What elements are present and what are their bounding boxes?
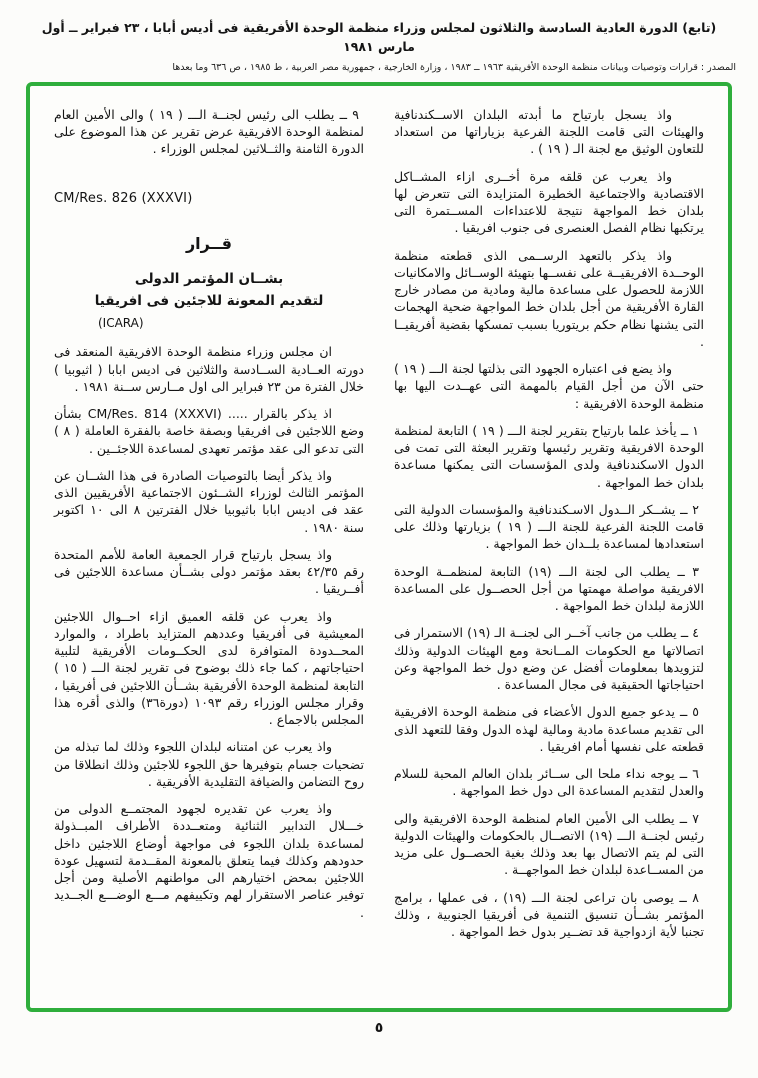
preamble-paragraph: اذ يذكر بالقرار ..... CM/Res. 814 (XXXVI) بشأن وضع اللاجئين فى افريقيا وبصفة خاصة بالفقرة العاملة ( ٨ ) التى تدعو الى عقد مؤتمر تعهدى لمساعدة اللاجئــين . bbox=[54, 406, 364, 456]
operative-clause-7: ٧ ــ يطلب الى الأمين العام لمنظمة الوحدة الافريقية والى رئيس لجنــة الـــ (١٩) الاتصــال بالحكومات والهيئات الدولية التى لم يتم الاتصال بها بعد وذلك بغية الحصــول على مزيد من المســاعدة لبلدان خط المواجهــة . bbox=[394, 810, 704, 878]
preamble-paragraph: ان مجلس وزراء منظمة الوحدة الافريقية المنعقد فى دورته العــادية الســادسة والثلاثين فى اديس ابابا ( اثيوبيا ) خلال الفترة من ٢٣ فبراير الى اول مــارس ســنة ١٩٨١ . bbox=[54, 344, 364, 394]
operative-clause-1: ١ ــ يأخذ علما بارتياح بتقرير لجنة الـــ ( ١٩ ) التابعة لمنظمة الوحدة الافريقية وتقرير رئيسها وتقرير البعثة التى تمت فى الدول الاسكندنافية ولدى المؤسسات التى يمكنها مساعدة بلدان خط المواجهة . bbox=[394, 422, 704, 490]
operative-clause-8: ٨ ــ يوصى بان تراعى لجنة الـــ (١٩) ، فى عملها ، برامج المؤتمر بشــأن تنسيق التنمية فى أفريقيا الجنوبية ، وذلك تجنبا لأية ازدواجية قد تضــير بدول خط المواجهة . bbox=[394, 889, 704, 939]
document-header bbox=[10, 14, 748, 73]
preamble-paragraph: واذ يسجل بارتياح ما أبدته البلدان الاســكندنافية والهيئات التى قامت اللجنة الفرعية بزياراتها من استعداد للتعاون الوثيق مع لجنة الـ ( ١٩ ) . bbox=[394, 106, 704, 157]
preamble-paragraph: واذ يضع فى اعتباره الجهود التى بذلتها لجنة الـــ ( ١٩ ) حتى الآن من أجل القيام بالمهمة التى عهــدت اليها بها منظمة الوحدة الافريقية : bbox=[394, 361, 704, 411]
preamble-paragraph: واذ يعرب عن قلقه العميق ازاء احــوال اللاجئين المعيشية فى أفريقيا وعددهم المتزايد باطراد ، والموارد المحــدودة المتوافرة لدى الحكــومات الأفريقية لتلبية احتياجاتهم ، كما جاء ذلك بوضوح فى تقرير لجنة الـــ ( ١٥ ) التابعة لمنظمة الوحدة الأفريقية بشــأن اللاجئين فى أفريقيا ، وقرار مجلس الوزراء رقم ١٠٩٣ (دورة٣٦) والذى أقره هذا المجلس بالاجماع . bbox=[54, 608, 364, 728]
resolution-title: قــرار bbox=[185, 234, 233, 254]
operative-clause-3: ٣ ــ يطلب الى لجنة الـــ (١٩) التابعة لمنظمــة الوحدة الافريقية مواصلة مهمتها من أجل الحصــول على المساعدة اللازمة لبلدان خط المواجهة . bbox=[394, 563, 704, 613]
header-source-note: المصدر : قرارات وتوصيات وبيانات منظمة الوحدة الأفريقية ١٩٦٣ ــ ١٩٨٣ ، وزارة الخارجية ، جمهورية مصر العربية ، ط ١٩٨٥ ، ص ٦٣٦ وما بعدها bbox=[172, 61, 736, 73]
header-session-title: (تابع) الدورة العادية السادسة والثلاثون لمجلس وزراء منظمة الوحدة الأفريقية فى أديس أبابا ، ٢٣ فبراير ــ أول مارس ١٩٨١ bbox=[41, 20, 717, 55]
preamble-paragraph: واذ يعرب عن قلقه مرة أخــرى ازاء المشــاكل الاقتصادية والاجتماعية الخطيرة المتزايدة التى تتعرض لها بلدان خط المواجهة نتيجة للاعتداءات المســتمرة التى يرتكبها نظام الفصل العنصرى فى جنوب افريقيا . bbox=[394, 168, 704, 236]
left-column bbox=[54, 106, 364, 951]
preamble-paragraph: واذ يذكر بالتعهد الرســمى الذى قطعته منظمة الوحــدة الافريقيــة على نفســها بتهيئة الوســائل والامكانيات اللازمة للحصول على مساعدة مالية ومادية من مصادر خارج القارة الأفريقية من أجل بلدان خط المواجهة ضحية الهجمات التى يشنها نظام حكم بريتوريا بسبب تمسكها بقضية أفريقيــا . bbox=[394, 247, 704, 349]
operative-clause-9: ٩ ــ يطلب الى رئيس لجنــة الـــ ( ١٩ ) والى الأمين العام لمنظمة الوحدة الافريقية عرض تقرير عن هذا الموضوع على الدورة الثامنة والثــلاثين لمجلس الوزراء . bbox=[54, 106, 364, 157]
page-footer bbox=[10, 1012, 748, 1036]
preamble-paragraph: واذ يسجل بارتياح قرار الجمعية العامة للأمم المتحدة رقم ٤٢/٣٥ بعقد مؤتمر دولى بشــأن مساعدة اللاجئين فى أفــريقيا . bbox=[54, 546, 364, 597]
resolution-subtitle-line1: بشــان المؤتمر الدولى bbox=[134, 270, 284, 287]
operative-clause-6: ٦ ــ يوجه نداء ملحا الى ســائر بلدان العالم المحبة للسلام والعدل لتقديم المساعدة الى دول خط المواجهة . bbox=[394, 766, 704, 799]
preamble-paragraph: واذ يعرب عن تقديره لجهود المجتمــع الدولى من خـــلال التدابير الثنائية ومتعــددة الأطراف المبــذولة لمساعدة بلدان اللجوء فى مواجهة أوضاع اللاجئين داخل حدودهم وكذلك فيما يتعلق بالمعونة المقــدمة لتسهيل عودة اللاجئين بمحض اختيارهم الى مواطنهم الأصلية ومن أجل توفير عناصر الاستقرار لهم وتكييفهم مـــع الوضـــع الجــديد . bbox=[54, 801, 364, 920]
right-column bbox=[394, 106, 704, 951]
resolution-subtitle-line2: لتقديم المعونة للاجئين فى افريقيا bbox=[94, 293, 324, 310]
operative-clause-5: ٥ ــ يدعو جميع الدول الأعضاء فى منظمة الوحدة الافريقية الى تقديم مساعدة مادية ومالية لهذه الدول وفقا للتعهد الذى قطعته على نفسها أمام افريقيا . bbox=[394, 704, 704, 754]
operative-clause-2: ٢ ــ يشــكر الــدول الاسـكندنافية والمؤسسات الدولية التى قامت اللجنة الفرعية للجنة الـــ ( ١٩ ) بزيارتها وذلك على استعدادها لمساعدة بلــدان خط المواجهة . bbox=[394, 501, 705, 552]
preamble-paragraph: واذ يذكر أيضا بالتوصيات الصادرة فى هذا الشــان عن المؤتمر الثالث لوزراء الشــئون الاجتماعية الأفريقيين الذى عقد فى اديس ابابا باثيوبيا خلال الفترتين ٨ الى ١٠ اكتوبر سنة ١٩٨٠ . bbox=[54, 467, 364, 535]
resolution-number: CM/Res. 826 (XXXVI) bbox=[54, 190, 193, 206]
operative-clause-4: ٤ ــ يطلب من جانب آخــر الى لجنــة الـ (١٩) الاستمرار فى اتصالاتها مع الحكومات المــانحة ومع الهيئات الدولية وذلك لتزويدها بمعلومات أفضل عن وضع دول خط المواجهة وعن احتياجاتها الحقيقية فى مجال المساعدة . bbox=[394, 625, 704, 692]
resolution-acronym: (ICARA) bbox=[98, 315, 144, 330]
page-number: ٥ bbox=[374, 1019, 384, 1036]
green-content-frame bbox=[26, 82, 732, 1012]
two-column-layout bbox=[54, 106, 704, 951]
preamble-paragraph: واذ يعرب عن امتنانه لبلدان اللجوء وذلك لما تبذله من تضحيات جسام بتوفيرها حق اللجوء للاجئين وذلك انطلاقا من روح التضامن والضيافة التقليدية الأفريقية . bbox=[54, 739, 364, 789]
